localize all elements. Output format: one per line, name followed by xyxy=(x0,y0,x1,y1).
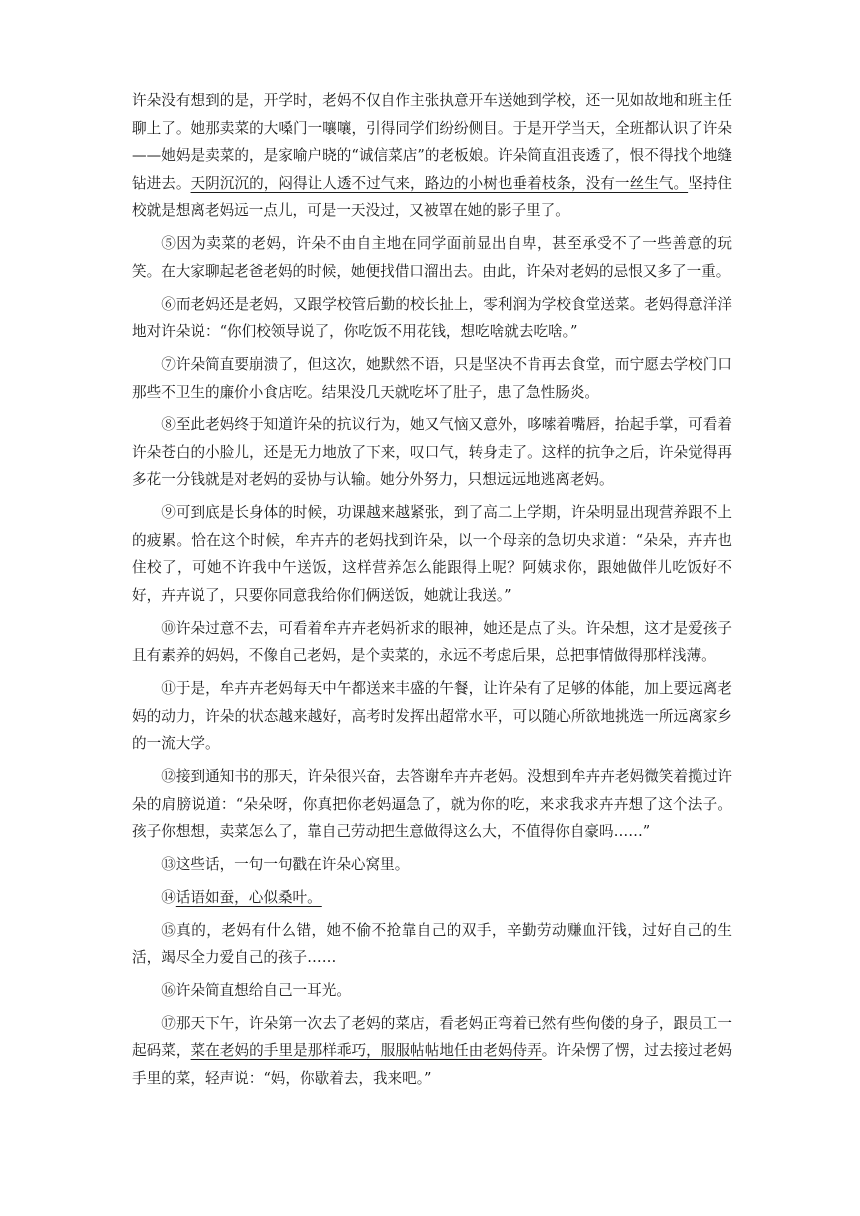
text-segment: 许朵没有想到的是，开学时，老妈不仅自作主张执意开车送她到学校，还一见如故地和班主任聊上了。她那卖菜的大嗓门一嚷嚷，引得同学们纷纷侧目。于是开学当天，全班都认识了许朵——她妈是卖菜的，是家喻户晓的“诚信菜店”的老板娘。许朵简直沮丧透了，恨不得找个地缝钻进去。 xyxy=(132,92,732,192)
paragraph-p9 xyxy=(132,499,732,609)
paragraph-p14 xyxy=(132,884,732,912)
text-segment: ⑰那天下午，许朵第一次去了老妈的菜店，看老妈正弯着已然有些佝偻的身子，跟员工一起码菜， xyxy=(132,1014,732,1060)
paragraph-p11 xyxy=(132,675,732,758)
text-segment: ⑬这些话，一句一句戳在许朵心窝里。 xyxy=(161,856,410,874)
underlined-sentence: 菜在老妈的手里是那样乖巧，服服帖帖地任由老妈侍弄 xyxy=(190,1042,542,1060)
paragraph-p12 xyxy=(132,763,732,846)
paragraph-p10 xyxy=(132,615,732,670)
text-segment: ⑤因为卖菜的老妈，许朵不由自主地在同学面前显出自卑，甚至承受不了一些善意的玩笑。在大家聊起老爸老妈的时候，她便找借口溜出去。由此，许朵对老妈的忌恨又多了一重。 xyxy=(132,235,732,280)
text-segment: 。许朵愣了愣，过去接过老妈手里的菜，轻声说：“妈，你歇着去，我来吧。” xyxy=(132,1042,732,1088)
paragraph-p16 xyxy=(132,977,732,1005)
text-segment: 坚持住校就是想离老妈远一点儿，可是一天没过，又被罩在她的影子里了。 xyxy=(132,174,732,220)
underlined-sentence: 话语如蚕，心似桑叶。 xyxy=(175,888,322,906)
paragraph-p8 xyxy=(132,411,732,494)
text-segment: ⑭ xyxy=(161,888,176,906)
paragraph-p17 xyxy=(132,1010,732,1093)
text-segment: ⑧至此老妈终于知道许朵的抗议行为，她又气恼又意外，哆嗦着嘴唇，抬起手掌，可看着许朵苍白的小脸儿，还是无力地放了下来，叹口气，转身走了。这样的抗争之后，许朵觉得再多花一分钱就是对老妈的妥协与认输。她分外努力，只想远远地逃离老妈。 xyxy=(132,416,732,489)
paragraph-p13 xyxy=(132,851,732,879)
paragraph-p5 xyxy=(132,230,732,285)
paragraph-p15 xyxy=(132,917,732,972)
text-segment: ⑨可到底是长身体的时候，功课越来越紧张，到了高二上学期，许朵明显出现营养跟不上的疲累。恰在这个时候，牟卉卉的老妈找到许朵，以一个母亲的急切央求道：“朵朵，卉卉也住校了，可她不许我中午送饭，这样营养怎么能跟得上呢？阿姨求你，跟她做伴儿吃饭好不好，卉卉说了，只要你同意我给你们俩送饭，她就让我送。” xyxy=(132,504,732,605)
text-segment: ⑩许朵过意不去，可看着牟卉卉老妈祈求的眼神，她还是点了头。许朵想，这才是爱孩子且有素养的妈妈，不像自己老妈，是个卖菜的，永远不考虑后果，总把事情做得那样浅薄。 xyxy=(132,619,732,665)
text-segment: ⑯许朵简直想给自己一耳光。 xyxy=(161,982,351,1000)
text-segment: ⑪于是，牟卉卉老妈每天中午都送来丰盛的午餐，让许朵有了足够的体能，加上要远离老妈的动力，许朵的状态越来越好，高考时发挥出超常水平，可以随心所欲地挑选一所远离家乡的一流大学。 xyxy=(132,680,732,753)
paragraph-p4-cont xyxy=(132,87,732,225)
paragraph-p7 xyxy=(132,351,732,406)
text-segment: ⑥而老妈还是老妈，又跟学校管后勤的校长扯上，零利润为学校食堂送菜。老妈得意洋洋地对许朵说：“你们校领导说了，你吃饭不用花钱，想吃啥就去吃啥。” xyxy=(132,295,732,341)
text-segment: ⑫接到通知书的那天，许朵很兴奋，去答谢牟卉卉老妈。没想到牟卉卉老妈微笑着揽过许朵的肩膀说道：“朵朵呀，你真把你老妈逼急了，就为你的吃，来求我求卉卉想了这个法子。孩子你想想，卖菜怎么了，靠自己劳动把生意做得这么大，不值得你自豪吗……” xyxy=(132,768,732,841)
paragraph-p6 xyxy=(132,291,732,346)
underlined-sentence: 天阴沉沉的，闷得让人透不过气来，路边的小树也垂着枝条，没有一丝生气。 xyxy=(190,174,689,192)
article-body xyxy=(132,87,732,1098)
text-segment: ⑦许朵简直要崩溃了，但这次，她默然不语，只是坚决不肯再去食堂，而宁愿去学校门口那些不卫生的廉价小食店吃。结果没几天就吃坏了肚子，患了急性肠炎。 xyxy=(132,355,732,401)
text-segment: ⑮真的，老妈有什么错，她不偷不抢靠自己的双手，辛勤劳动赚血汗钱，过好自己的生活，竭尽全力爱自己的孩子…… xyxy=(132,921,732,967)
